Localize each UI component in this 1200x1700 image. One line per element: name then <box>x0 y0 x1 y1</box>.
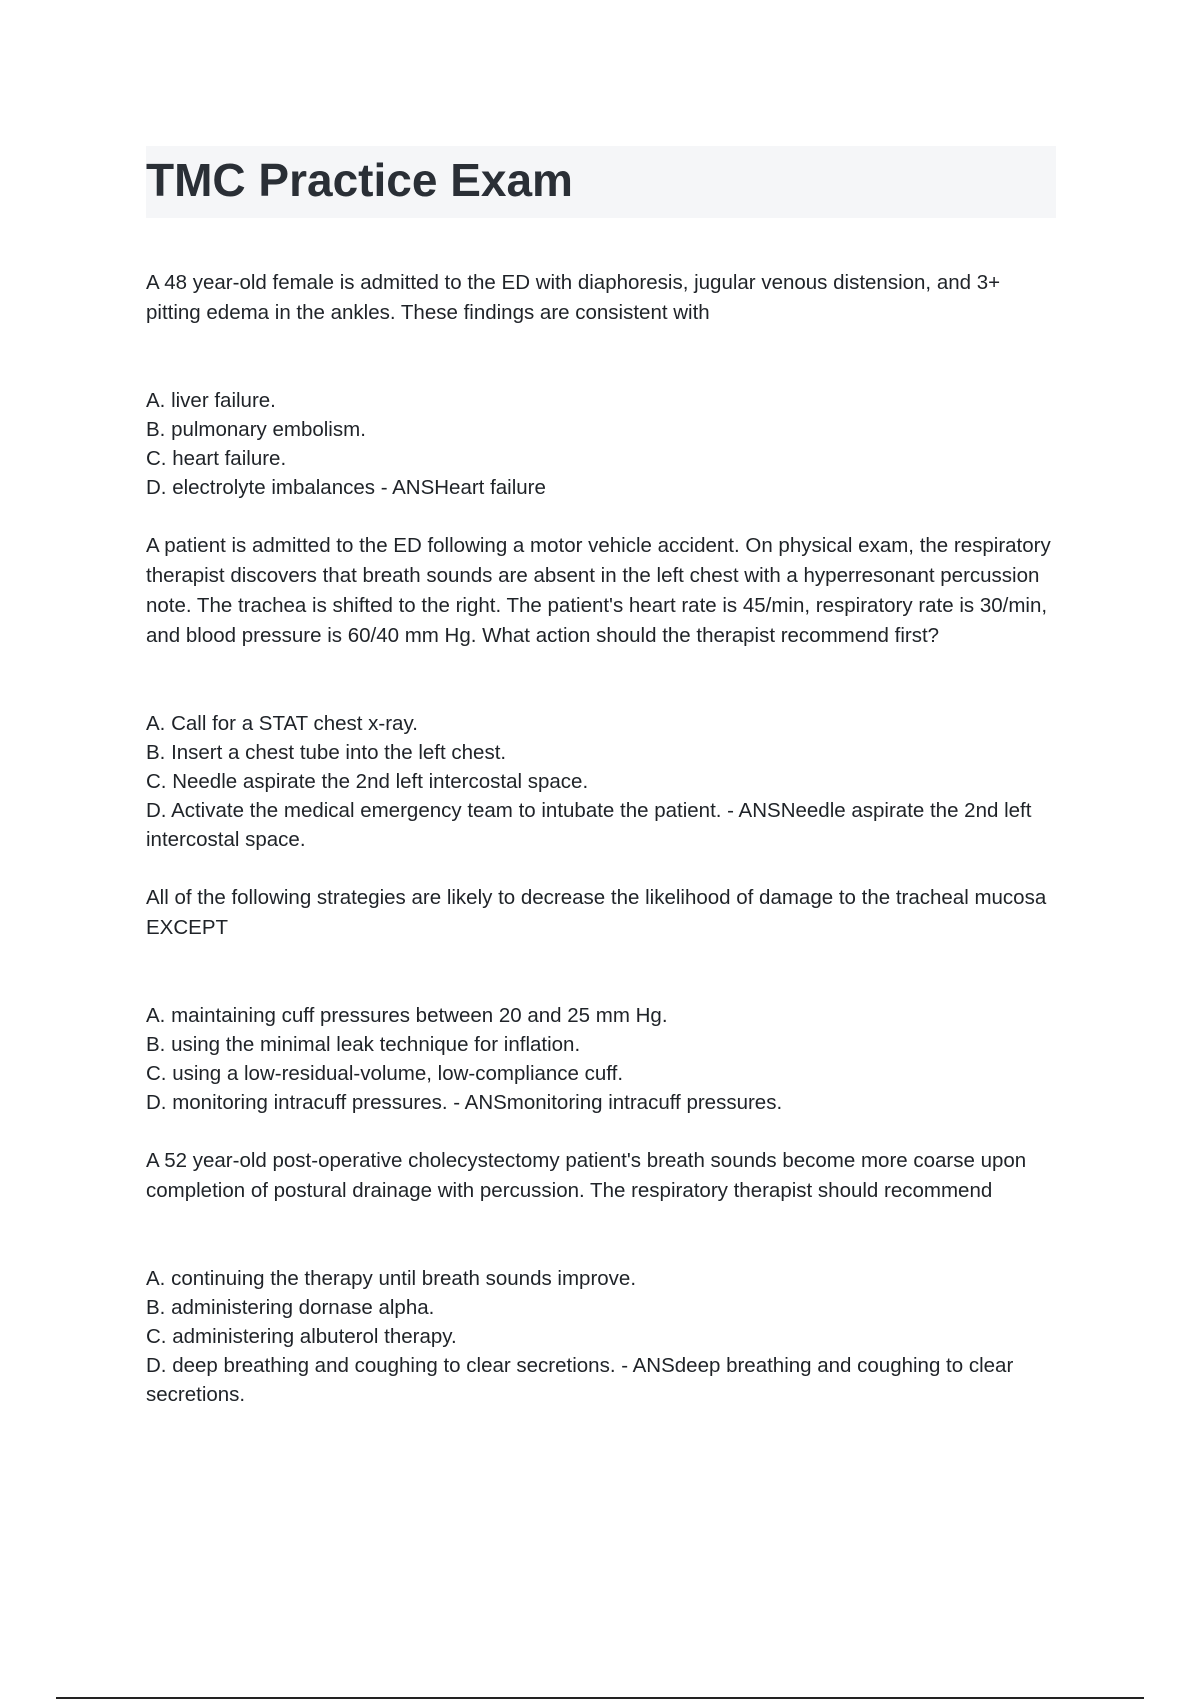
question-stem: All of the following strategies are likely to decrease the likelihood of damage to the tracheal mucosa EXCEPT <box>146 886 1047 939</box>
question-block <box>146 268 1056 502</box>
option-c: C. Needle aspirate the 2nd left intercostal space. <box>146 770 589 793</box>
option-d-answer: D. electrolyte imbalances - ANSHeart failure <box>146 476 546 499</box>
option-b: B. pulmonary embolism. <box>146 418 366 441</box>
option-list <box>146 709 1056 854</box>
question-stem: A patient is admitted to the ED following a motor vehicle accident. On physical exam, the respiratory therapist discovers that breath sounds are absent in the left chest with a hyperresonant percussion note. The trachea is shifted to the right. The patient's heart rate is 45/min, respiratory rate is 30/min, and blood pressure is 60/40 mm Hg. What action should the therapist recommend first? <box>146 534 1051 647</box>
question-block <box>146 883 1056 1117</box>
option-d-answer: D. monitoring intracuff pressures. - ANSmonitoring intracuff pressures. <box>146 1091 783 1114</box>
question-stem: A 48 year-old female is admitted to the ED with diaphoresis, jugular venous distension, and 3+ pitting edema in the ankles. These findings are consistent with <box>146 271 1001 324</box>
option-c: C. administering albuterol therapy. <box>146 1325 457 1348</box>
option-d-answer: D. deep breathing and coughing to clear secretions. - ANSdeep breathing and coughing to clear secretions. <box>146 1354 1014 1406</box>
option-a: A. maintaining cuff pressures between 20 and 25 mm Hg. <box>146 1004 668 1027</box>
question-stem: A 52 year-old post-operative cholecystectomy patient's breath sounds become more coarse upon completion of postural drainage with percussion. The respiratory therapist should recommend <box>146 1149 1027 1202</box>
title-banner <box>146 146 1056 218</box>
question-list <box>146 268 1056 1409</box>
option-c: C. heart failure. <box>146 447 287 470</box>
option-a: A. Call for a STAT chest x-ray. <box>146 712 418 735</box>
option-c: C. using a low-residual-volume, low-compliance cuff. <box>146 1062 624 1085</box>
option-list <box>146 1001 1056 1117</box>
option-a: A. liver failure. <box>146 389 276 412</box>
option-b: B. using the minimal leak technique for inflation. <box>146 1033 581 1056</box>
question-block <box>146 531 1056 854</box>
option-list <box>146 386 1056 502</box>
option-b: B. Insert a chest tube into the left chest. <box>146 741 507 764</box>
option-b: B. administering dornase alpha. <box>146 1296 435 1319</box>
footer-divider <box>56 1697 1144 1699</box>
option-d-answer: D. Activate the medical emergency team to intubate the patient. - ANSNeedle aspirate the 2nd left intercostal space. <box>146 799 1032 851</box>
option-a: A. continuing the therapy until breath sounds improve. <box>146 1267 637 1290</box>
option-list <box>146 1264 1056 1409</box>
page-title: TMC Practice Exam <box>146 154 573 206</box>
question-block <box>146 1146 1056 1409</box>
